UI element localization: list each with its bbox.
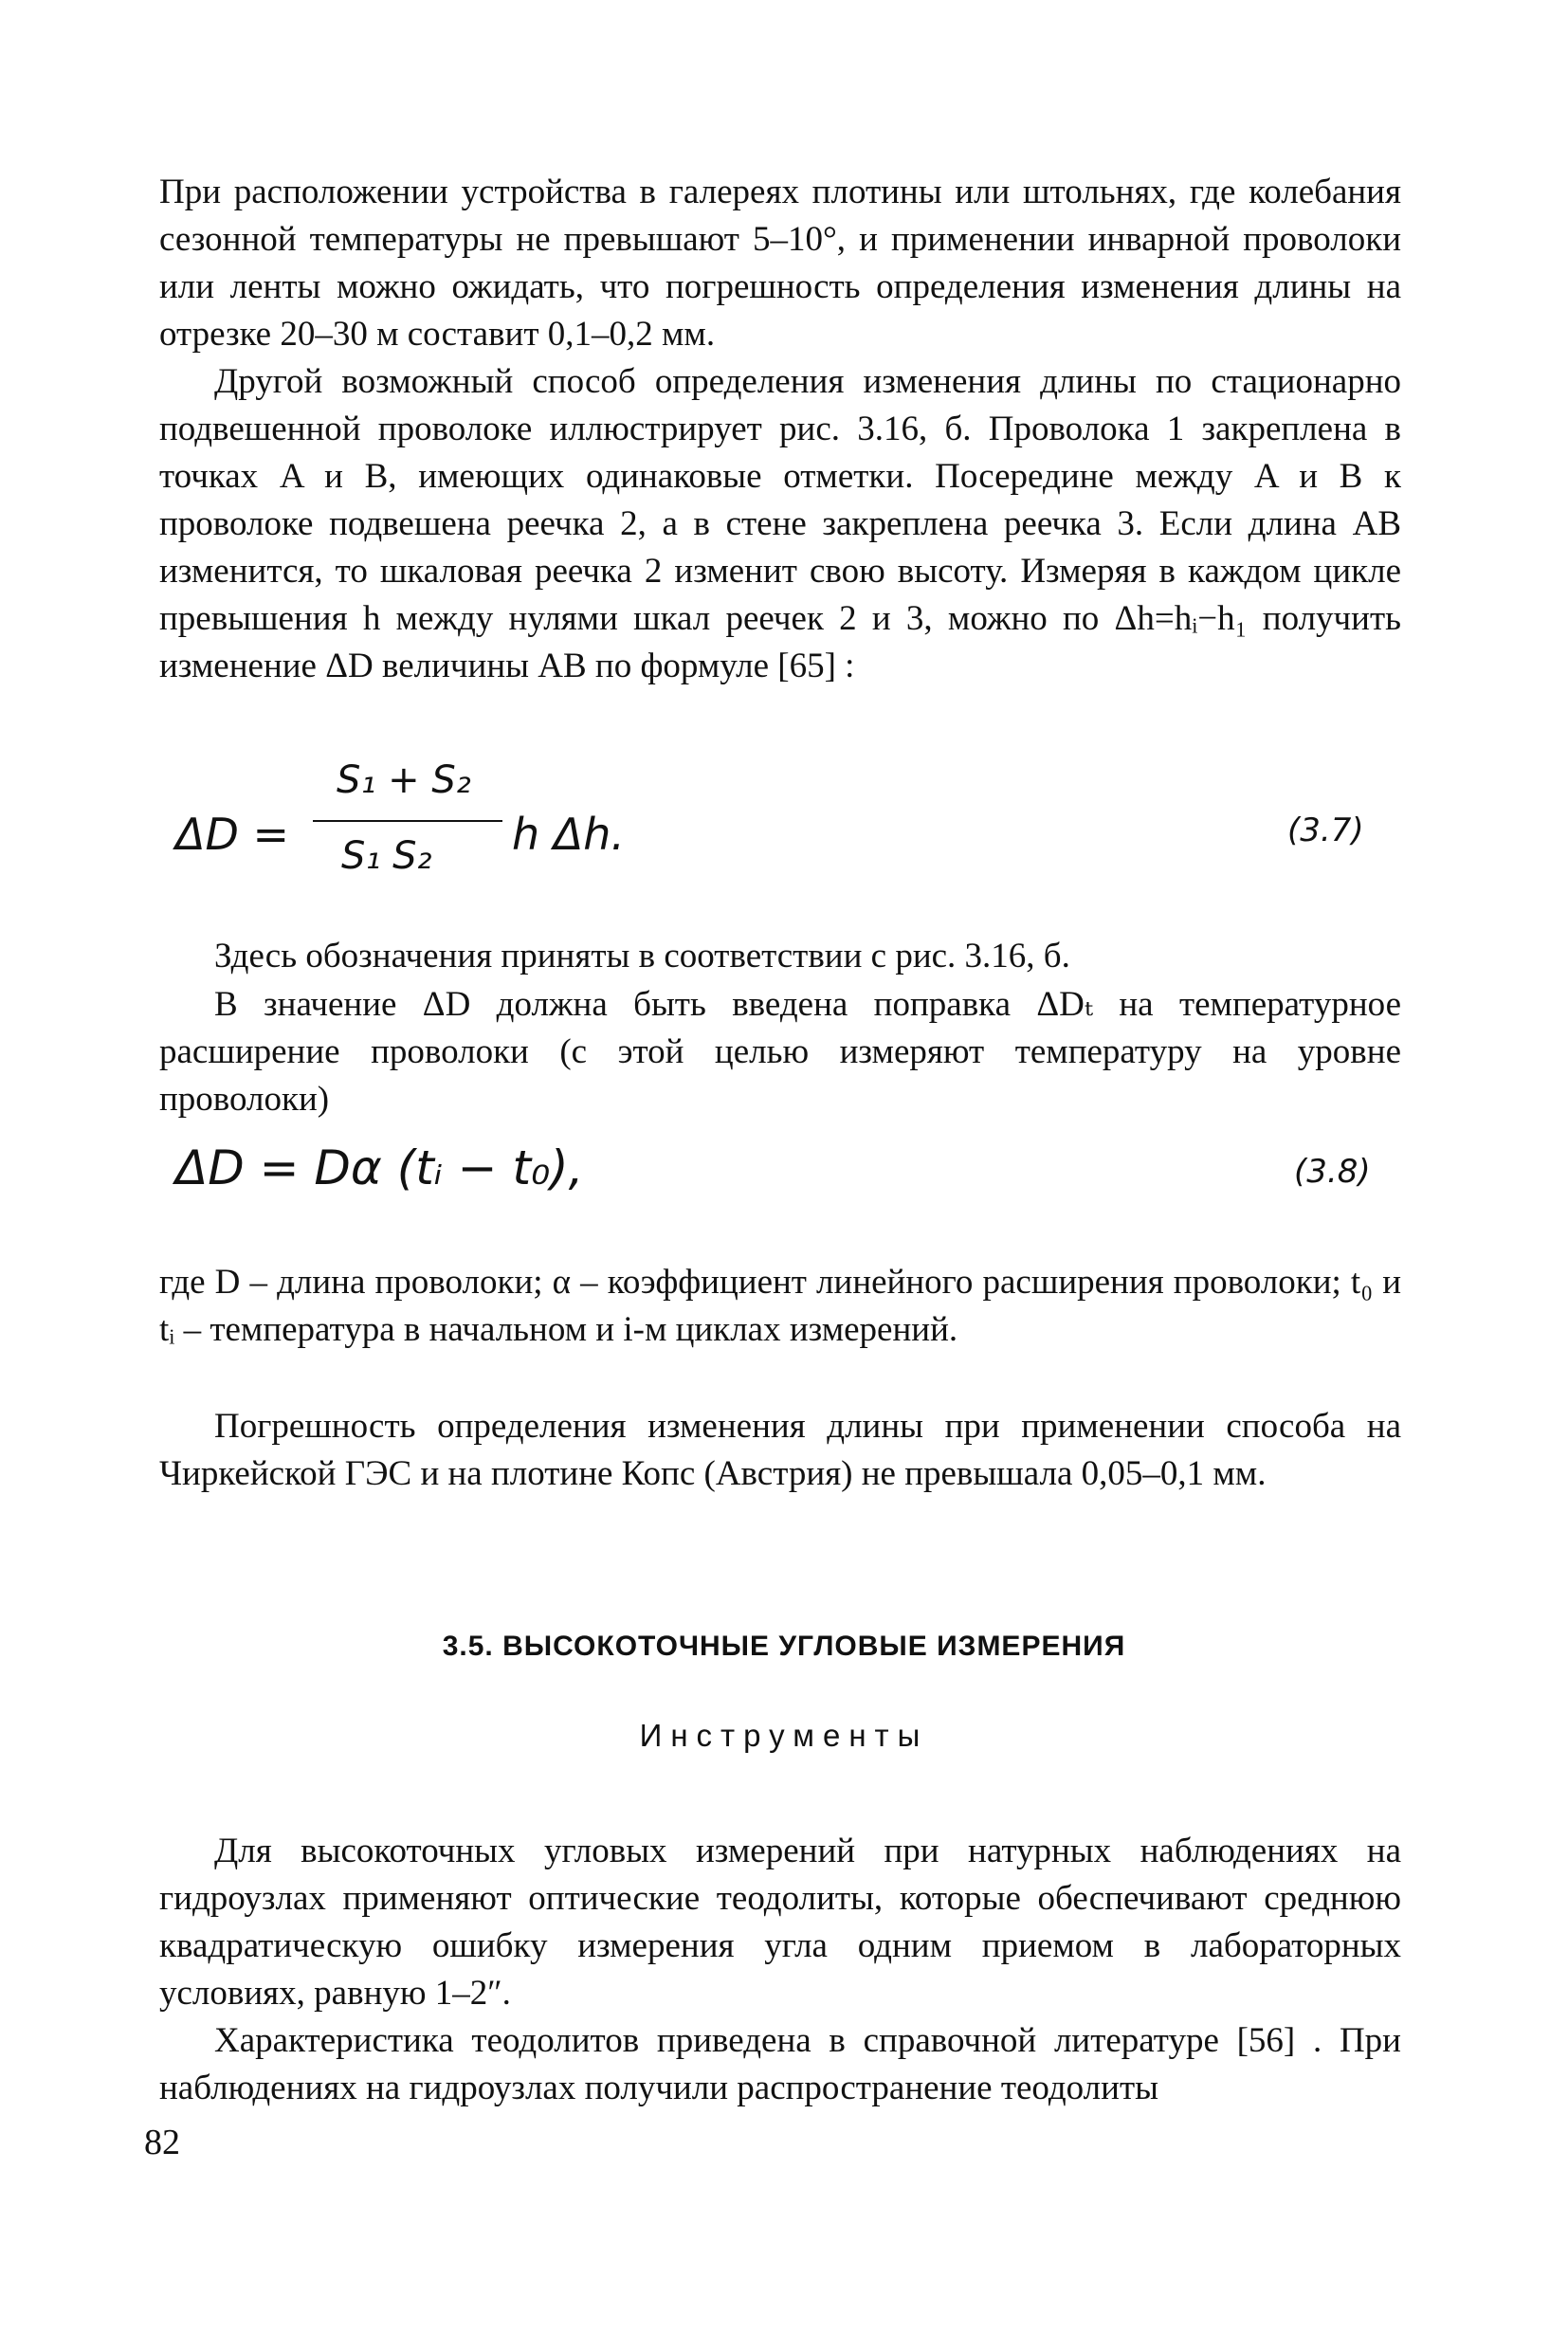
paragraph-1-text: При расположении устройства в галереях плотины или штольнях, где колебания сезонной температуры не превышают 5–10°, и применении инварной проволоки или ленты можно ожидать, что погрешность определения изменения длины на отрезке 20–30 м составит 0,1–0,2 мм. xyxy=(159,173,1401,354)
paragraph-3 xyxy=(159,933,1401,980)
paragraph-3-text: Здесь обозначения приняты в соответствии с рис. 3.16, б. xyxy=(214,937,1070,975)
formula-3-7-lhs: ΔD = xyxy=(175,809,290,860)
page-number: 82 xyxy=(144,2123,180,2162)
paragraph-5 xyxy=(159,1259,1401,1354)
formula-3-7-rhs: h Δh. xyxy=(512,809,626,860)
paragraph-2-text: Другой возможный способ определения изменения длины по стационарно подвешенной проволоке иллюстрирует рис. 3.16, б. Проволока 1 закреплена в точках A и B, имеющих одинаковые отметки. Посередине между A и B к проволоке подвешена реечка 2, а в стене закреплена реечка 3. Если длина AB изменится, то шкаловая реечка 2 изменит свою высоту. Измеряя в каждом цикле превышения h между нулями шкал реечек 2 и 3, можно по Δh=hᵢ−h₁ получить изменение ΔD величины AB по формуле [65] : xyxy=(159,362,1401,685)
fraction-bar xyxy=(313,820,502,822)
paragraph-7 xyxy=(159,1828,1401,2017)
paragraph-1 xyxy=(159,169,1401,358)
equation-number-3-8: (3.8) xyxy=(1294,1153,1371,1191)
paragraph-8-text: Характеристика теодолитов приведена в справочной литературе [56] . При наблюдениях на гидроузлах получили распространение теодолиты xyxy=(159,2021,1401,2107)
paragraph-7-text: Для высокоточных угловых измерений при натурных наблюдениях на гидроузлах применяют оптические теодолиты, которые обеспечивают среднюю квадратическую ошибку измерения угла одним приемом в лабораторных условиях, равную 1–2″. xyxy=(159,1832,1401,2013)
subsection-heading: Инструменты xyxy=(639,1718,929,1753)
formula-3-7-denominator: S₁ S₂ xyxy=(341,834,432,878)
paragraph-5-text: где D – длина проволоки; α – коэффициент линейного расширения проволоки; t₀ и tᵢ – температура в начальном и i-м циклах измерений. xyxy=(159,1263,1401,1349)
paragraph-8 xyxy=(159,2017,1401,2112)
formula-3-8-expression: ΔD = Dα (tᵢ − t₀), xyxy=(175,1140,584,1195)
equation-number-3-7: (3.7) xyxy=(1287,811,1364,849)
paragraph-4-text: В значение ΔD должна быть введена поправка ΔDₜ на температурное расширение проволоки (с этой целью измеряют температуру на уровне проволоки) xyxy=(159,985,1401,1119)
section-heading: 3.5. ВЫСОКОТОЧНЫЕ УГЛОВЫЕ ИЗМЕРЕНИЯ xyxy=(442,1631,1126,1662)
paragraph-6 xyxy=(159,1403,1401,1498)
formula-3-7-numerator: S₁ + S₂ xyxy=(337,758,471,802)
paragraph-6-text: Погрешность определения изменения длины при применении способа на Чиркейской ГЭС и на плотине Копс (Австрия) не превышала 0,05–0,1 мм. xyxy=(159,1407,1401,1493)
paragraph-4 xyxy=(159,981,1401,1123)
paragraph-2 xyxy=(159,358,1401,690)
